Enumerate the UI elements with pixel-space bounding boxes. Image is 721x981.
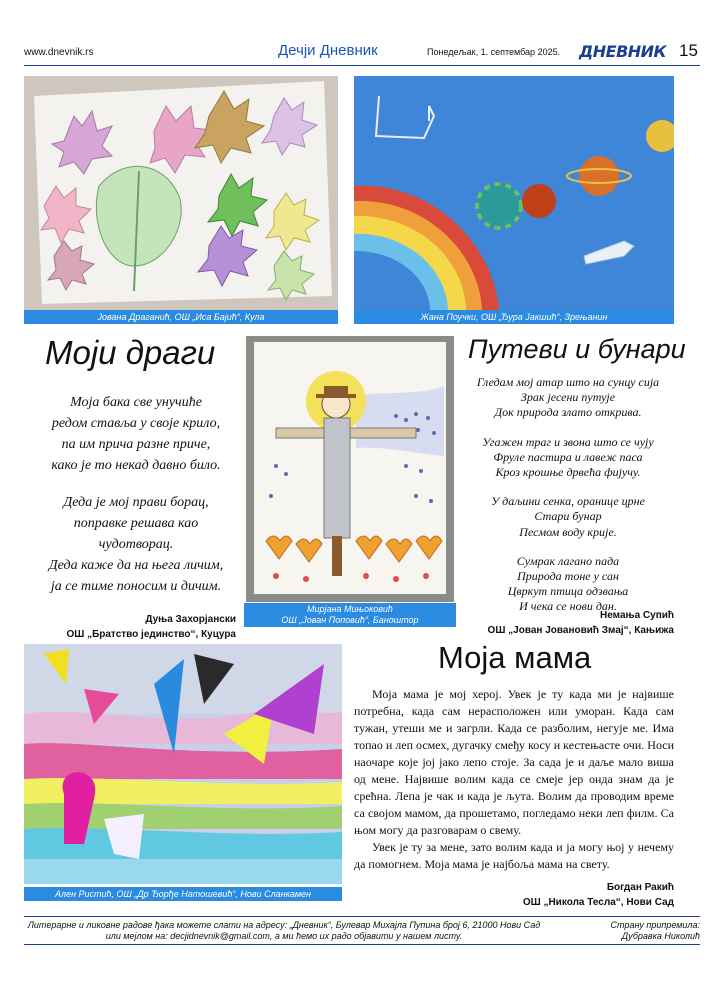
site-url[interactable]: www.dnevnik.rs [24,47,94,58]
poem-moji-dragi [34,392,238,597]
author-school: ОШ „Јован Јовановић Змај“, Кањижа [487,625,674,636]
photo-caption-space: Жана Поучки, ОШ „Ђура Јакшић“, Зрењанин [354,310,674,324]
poem-line: Фруле пастира и лавеж паса [493,449,643,464]
submission-email[interactable]: или мејлом на: decjidnevnik@gmail.com, а ми ћемо их радо објавити у нашем листу. [105,931,463,941]
poem-title-putevi-i-bunari: Путеви и бунари [468,334,686,364]
poem-putevi-i-bunari [462,375,674,615]
poem-line: Зрак јесени путује [520,390,616,405]
poem-line: Гледам мој атар што на сунцу сија [476,375,660,389]
poem-line: Деда је мој прави борац, [63,495,209,510]
poem-line: Угажен траг и звона што се чују [482,434,654,449]
author-name: Немања Супић [600,610,674,621]
section-title: Дечји Дневник [278,42,378,59]
poem-line: Стари бунар [534,509,602,524]
scarecrow-drawing [246,336,454,602]
poem-line: Песмом воду крије. [519,524,617,539]
poem-line: редом ставља у своје крило, [51,416,221,431]
poem-title-moji-dragi: Моји драги [45,334,216,371]
poem-line: Моја бака све унучиће [70,395,202,410]
page-number: 15 [679,41,698,60]
poem-line: Деда каже да на њега личим, [48,558,224,573]
author-poem2 [474,608,674,638]
submission-info [24,920,544,942]
poem-line: поправке решава као [73,516,199,531]
photo-caption-leaves: Јована Драганић, ОШ „Иса Бајић“, Кула [24,310,338,324]
poem-line: Цвркут птица одзвања [507,584,629,599]
caption-line: ОШ „Јован Поповић“, Баноштор [281,615,419,625]
poem-line: ја се тиме поносим и дичим. [50,579,222,594]
author-school: ОШ „Братство јединство“, Куцура [66,629,236,640]
editor-name: Дубравка Николић [621,931,700,941]
essay-paragraph: Увек је ту за мене, зато волим када и ја могу њој у нечему да помогнем. Моја мама је најбоља мама на свету. [354,840,674,871]
author-name: Богдан Ракић [606,882,674,893]
author-name: Дуња Захорјански [145,614,236,625]
essay-title-moja-mama: Моја мама [438,640,592,675]
essay-paragraph: Моја мама је мој херој. Увек је ту када ми је највише потребна, када сам нерасположен или уморан. Када сам тужан, утеши ме и загрли. Када се разболим, негује ме. Има топао и леп осмех, дугачку смеђу косу и кестењасте очи. Носи наочаре које јој јако лепо стоје. За сада је и даље мало виша од мене. Највише волим када се смеје јер онда знам да је срећна. Лепа је чак и када је љута. Волим да проводим време са својом мамом, да прошетамо, погледамо неки леп филм. Са њом могу да разговарам о свему. [354,687,674,837]
poem-line: Док природа злато открива. [494,405,642,420]
poem-line: Природа тоне у сан [517,569,619,584]
page-footer [24,916,700,945]
editor-credit [611,920,700,942]
author-school: ОШ „Никола Тесла“, Нови Сад [522,897,674,908]
poem-line: И чека се нови дан. [519,599,617,614]
photo-caption-scarecrow [244,603,456,627]
poem-line: чудотворац. [98,537,174,552]
abstract-painting [24,644,342,884]
poem-line: Сумрак лагано пада [516,553,620,568]
space-drawing [354,76,674,310]
submission-address: Литерарне и ликовне радове ђака можете слати на адресу: „Дневник“, Булевар Михајла Пупина број 6, 21000 Нови Сад [27,920,541,930]
poem-line: па им прича разне приче, [61,437,211,452]
issue-date: Понедељак, 1. септембар 2025. [427,47,561,57]
poem-line: Кроз крошње дрвећа фијучу. [495,465,641,480]
author-essay [474,880,674,910]
newspaper-logo: ДНЕВНИК [579,42,667,61]
caption-line: Мирјана Мињоковић [307,604,393,614]
page-header [24,40,700,66]
author-poem1 [40,612,236,642]
photo-caption-abstract: Ален Ристић, ОШ „Др Ђорђе Натошевић“, Нови Сланкамен [24,887,342,901]
essay-moja-mama [354,686,674,873]
poem-line: У даљини сенка, оранице црне [491,494,645,509]
poem-line: како је то некад давно било. [51,458,221,473]
editor-label: Страну припремила: [610,920,700,930]
leaves-drawing [24,76,338,310]
